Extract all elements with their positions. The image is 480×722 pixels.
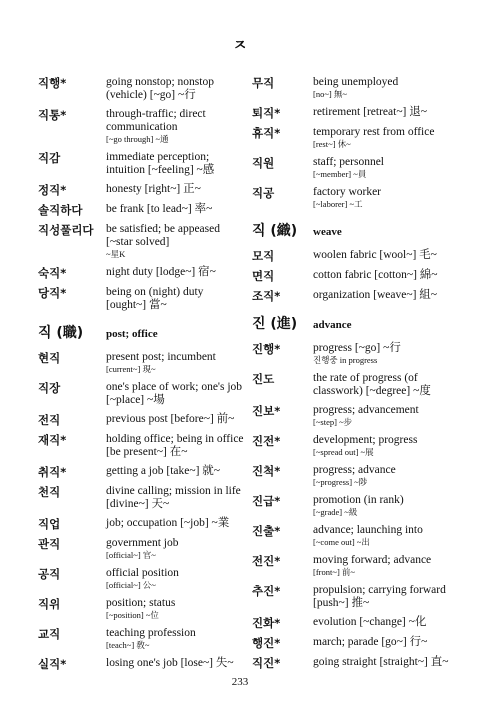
entry-definition — [313, 126, 450, 150]
entry-definition-text: propulsion; carrying forward [push~] 推~ — [313, 584, 446, 609]
entry-etymology: [~laborer] ~工 — [313, 199, 363, 209]
entry-headword: 직성풀리다 — [38, 223, 94, 237]
entry-definition-text: being on (night) duty [ought~] 當~ — [106, 286, 204, 311]
entry-definition-text: organization [weave~] 組~ — [313, 289, 437, 301]
entry-definition — [313, 249, 450, 263]
dictionary-entry — [38, 76, 246, 102]
entry-etymology: [~grade] ~級 — [313, 507, 358, 517]
entry-definition-text: through-traffic; direct communication — [106, 108, 206, 133]
entry-headword: 솔직하다 — [38, 203, 83, 217]
entry-headword: 교직 — [38, 627, 61, 641]
entry-headword: 진전* — [252, 434, 281, 448]
entry-etymology: [~come out] ~出 — [313, 537, 370, 547]
entry-definition-text: night duty [lodge~] 宿~ — [106, 266, 216, 278]
page-header-letter: ㅈ — [232, 38, 248, 54]
entry-definition — [106, 381, 246, 407]
entry-definition — [106, 567, 246, 591]
entry-headword: 직통* — [38, 108, 67, 122]
entry-definition-text: retirement [retreat~] 退~ — [313, 106, 427, 118]
entry-headword: 천직 — [38, 485, 61, 499]
entry-definition — [106, 657, 246, 671]
dictionary-entry — [38, 223, 246, 260]
entry-etymology: [teach~] 敎~ — [106, 640, 150, 650]
dictionary-entry — [252, 186, 450, 210]
entry-headword: 행진* — [252, 636, 281, 650]
entry-headword: 관직 — [38, 537, 61, 551]
dictionary-entry — [38, 517, 246, 531]
dictionary-entry — [252, 342, 450, 366]
entry-definition — [313, 289, 450, 303]
entry-etymology: [official~] 官~ — [106, 550, 156, 560]
entry-definition-text: getting a job [take~] 就~ — [106, 465, 220, 477]
section-heading — [38, 322, 246, 342]
entry-definition-text: moving forward; advance — [313, 554, 432, 566]
entry-definition-text: previous post [before~] 前~ — [106, 413, 235, 425]
entry-headword: 직행* — [38, 76, 67, 90]
entry-headword: 진행* — [252, 342, 281, 356]
dictionary-entry — [252, 584, 450, 610]
entry-etymology: [~position] ~位 — [106, 610, 159, 620]
entry-headword: 직업 — [38, 517, 61, 531]
dictionary-entry — [38, 413, 246, 427]
section-meaning: post; office — [106, 328, 158, 340]
entry-definition-text: progress [~go] ~行 — [313, 342, 401, 354]
entry-definition-text: progress; advance — [313, 464, 396, 476]
entry-definition-text: losing one's job [lose~] 失~ — [106, 657, 234, 669]
entry-headword: 숙직* — [38, 266, 67, 280]
entry-headword: 당직* — [38, 286, 67, 300]
dictionary-entry — [38, 537, 246, 561]
entry-headword: 직장 — [38, 381, 61, 395]
dictionary-entry — [252, 106, 450, 120]
entry-definition — [313, 616, 450, 630]
entry-definition — [106, 433, 246, 459]
entry-definition — [313, 554, 450, 578]
entry-definition — [106, 223, 246, 260]
entry-definition — [313, 186, 450, 210]
entry-headword: 정직* — [38, 183, 67, 197]
entry-headword: 직공 — [252, 186, 275, 200]
entry-definition — [106, 351, 246, 375]
dictionary-entry — [38, 266, 246, 280]
entry-definition — [106, 597, 246, 621]
entry-definition-text: one's place of work; one's job [~place] ~場 — [106, 381, 243, 406]
dictionary-entry — [38, 657, 246, 671]
entry-definition — [106, 465, 246, 479]
dictionary-entry — [38, 465, 246, 479]
entry-definition — [313, 404, 450, 428]
entry-headword: 진화* — [252, 616, 281, 630]
entry-headword: 진급* — [252, 494, 281, 508]
entry-definition — [313, 524, 450, 548]
dictionary-entry — [38, 627, 246, 651]
entry-definition — [313, 76, 450, 100]
entry-definition — [313, 156, 450, 180]
entry-definition-text: present post; incumbent — [106, 351, 216, 363]
entry-headword: 휴직* — [252, 126, 281, 140]
entry-definition — [313, 464, 450, 488]
dictionary-entry — [252, 494, 450, 518]
entry-definition — [106, 108, 246, 145]
entry-definition — [313, 372, 450, 398]
entry-definition — [313, 106, 450, 120]
entry-definition — [106, 413, 246, 427]
dictionary-entry — [38, 485, 246, 511]
dictionary-entry — [252, 404, 450, 428]
entry-etymology: [current~] 現~ — [106, 364, 156, 374]
dictionary-entry — [38, 286, 246, 312]
entry-headword: 직감 — [38, 151, 61, 165]
entry-definition-text: the rate of progress (of classwork) [~degree] ~度 — [313, 372, 431, 397]
dictionary-entry — [38, 183, 246, 197]
entry-definition-text: cotton fabric [cotton~] 綿~ — [313, 269, 438, 281]
section-headword: 직 (職) — [38, 325, 84, 341]
entry-headword: 전직 — [38, 413, 61, 427]
entry-definition-text: government job — [106, 537, 179, 549]
entry-headword: 직진* — [252, 656, 281, 670]
section-headword: 진 (進) — [252, 316, 298, 332]
entry-definition-text: be satisfied; be appeased [~star solved] — [106, 223, 220, 248]
entry-definition-text: temporary rest from office — [313, 126, 435, 138]
dictionary-entry — [252, 636, 450, 650]
right-column — [252, 76, 450, 676]
entry-headword: 실직* — [38, 657, 67, 671]
entry-definition — [313, 434, 450, 458]
entry-etymology: [~go through] ~通 — [106, 134, 169, 144]
dictionary-entry — [252, 126, 450, 150]
dictionary-entry — [252, 464, 450, 488]
entry-definition-text: advance; launching into — [313, 524, 423, 536]
dictionary-entry — [252, 524, 450, 548]
entry-headword: 진척* — [252, 464, 281, 478]
dictionary-entry — [252, 76, 450, 100]
entry-headword: 진보* — [252, 404, 281, 418]
entry-definition-text: immediate perception; intuition [~feeling] ~感 — [106, 151, 215, 176]
entry-definition — [106, 266, 246, 280]
entry-etymology: [rest~] 休~ — [313, 139, 351, 149]
entry-definition-text: holding office; being in office [be present~] 在~ — [106, 433, 244, 458]
entry-etymology: [~step] ~步 — [313, 417, 353, 427]
entry-definition — [313, 494, 450, 518]
entry-definition-text: be frank [to lead~] 率~ — [106, 203, 213, 215]
entry-definition-text: going straight [straight~] 直~ — [313, 656, 449, 668]
dictionary-entry — [252, 616, 450, 630]
dictionary-entry — [38, 381, 246, 407]
dictionary-entry — [38, 151, 246, 177]
entry-headword: 공직 — [38, 567, 61, 581]
entry-etymology: [~spread out] ~展 — [313, 447, 374, 457]
entry-definition — [106, 485, 246, 511]
entry-definition-text: evolution [~change] ~化 — [313, 616, 427, 628]
dictionary-entry — [252, 269, 450, 283]
dictionary-entry — [252, 656, 450, 670]
entry-etymology: [no~] 無~ — [313, 89, 347, 99]
entry-definition — [106, 151, 246, 177]
entry-headword: 무직 — [252, 76, 275, 90]
entry-headword: 추진* — [252, 584, 281, 598]
entry-etymology: [front~] 前~ — [313, 567, 356, 577]
dictionary-entry — [252, 289, 450, 303]
entry-headword: 면직 — [252, 269, 275, 283]
dictionary-entry — [38, 351, 246, 375]
dictionary-entry — [38, 597, 246, 621]
entry-headword: 전진* — [252, 554, 281, 568]
entry-headword: 진출* — [252, 524, 281, 538]
dictionary-entry — [38, 108, 246, 145]
entry-definition — [106, 627, 246, 651]
entry-definition-text: staff; personnel — [313, 156, 385, 168]
dictionary-entry — [38, 203, 246, 217]
entry-headword: 진도 — [252, 372, 275, 386]
entry-definition-text: position; status — [106, 597, 176, 609]
page-number: 233 — [231, 676, 249, 688]
entry-definition-text: job; occupation [~job] ~業 — [106, 517, 230, 529]
entry-definition — [106, 286, 246, 312]
entry-headword: 현직 — [38, 351, 61, 365]
section-heading — [252, 313, 450, 333]
section-meaning: advance — [313, 319, 352, 331]
entry-definition-text: factory worker — [313, 186, 382, 198]
entry-definition-text: progress; advancement — [313, 404, 419, 416]
entry-definition — [106, 183, 246, 197]
left-column — [38, 76, 246, 677]
entry-definition-text: teaching profession — [106, 627, 196, 639]
entry-etymology: [~progress] ~陟 — [313, 477, 368, 487]
entry-headword: 취직* — [38, 465, 67, 479]
entry-definition-text: being unemployed — [313, 76, 399, 88]
entry-definition — [106, 537, 246, 561]
entry-definition-text: divine calling; mission in life [divine~] 天~ — [106, 485, 241, 510]
entry-etymology: [official~] 公~ — [106, 580, 156, 590]
entry-definition-text: official position — [106, 567, 179, 579]
section-meaning: weave — [313, 226, 342, 238]
dictionary-entry — [252, 372, 450, 398]
entry-definition — [313, 584, 450, 610]
entry-headword: 직원 — [252, 156, 275, 170]
entry-definition-text: woolen fabric [wool~] 毛~ — [313, 249, 437, 261]
entry-definition-text: promotion (in rank) — [313, 494, 404, 506]
dictionary-entry — [252, 434, 450, 458]
entry-definition — [313, 636, 450, 650]
entry-headword: 모직 — [252, 249, 275, 263]
entry-headword: 퇴직* — [252, 106, 281, 120]
entry-definition-text: honesty [right~] 正~ — [106, 183, 201, 195]
entry-headword: 재직* — [38, 433, 67, 447]
dictionary-entry — [38, 567, 246, 591]
dictionary-entry — [38, 433, 246, 459]
entry-definition — [106, 203, 246, 217]
entry-definition — [106, 517, 246, 531]
entry-headword: 직위 — [38, 597, 61, 611]
dictionary-entry — [252, 554, 450, 578]
entry-definition — [313, 656, 450, 670]
entry-definition-text: development; progress — [313, 434, 418, 446]
section-heading — [252, 220, 450, 240]
entry-etymology: 진행중 in progress — [313, 355, 378, 365]
dictionary-entry — [252, 249, 450, 263]
dictionary-entry — [252, 156, 450, 180]
entry-etymology: ~星K — [106, 249, 126, 259]
entry-definition-text: march; parade [go~] 行~ — [313, 636, 428, 648]
entry-definition-text: going nonstop; nonstop (vehicle) [~go] ~行 — [106, 76, 214, 101]
entry-definition — [313, 269, 450, 283]
entry-headword: 조직* — [252, 289, 281, 303]
entry-definition — [106, 76, 246, 102]
entry-definition — [313, 342, 450, 366]
entry-etymology: [~member] ~員 — [313, 169, 367, 179]
section-headword: 직 (織) — [252, 223, 298, 239]
